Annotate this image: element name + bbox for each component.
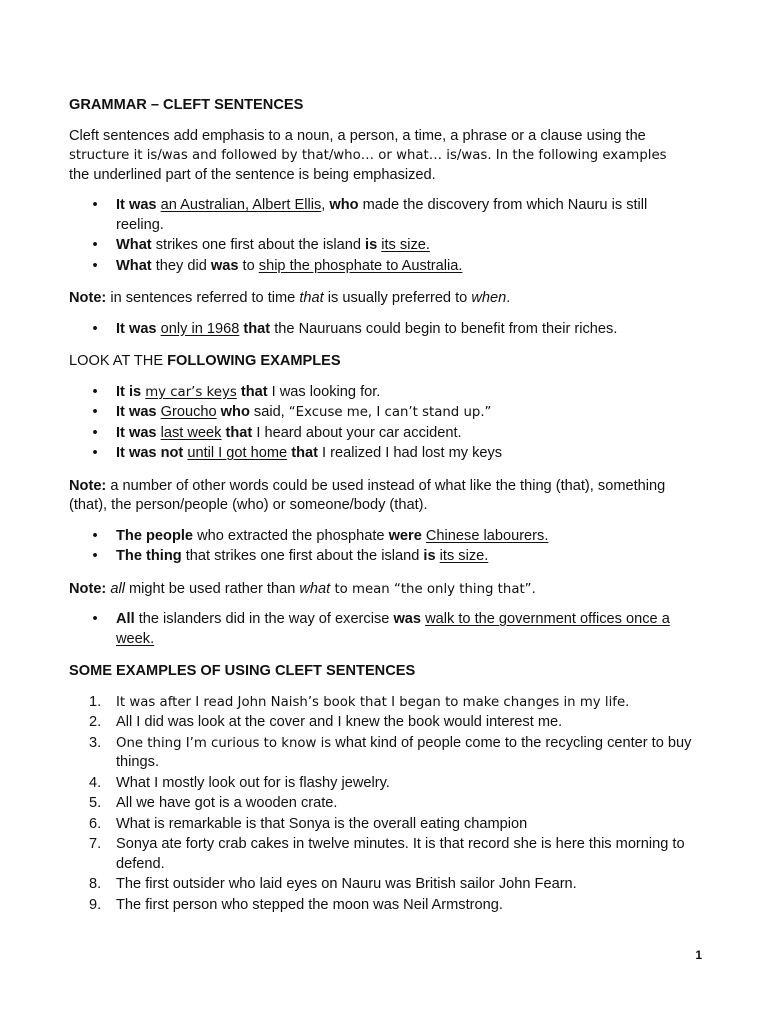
quoted-text: “Excuse me, I can’t stand up.”: [288, 405, 492, 420]
sentence-text: made the discovery from which Nauru is still reeling.: [116, 197, 648, 233]
intro-line-2: structure it is/was and followed by that/who… or what… is/was. In the following examples: [69, 148, 667, 163]
bullet-marker: •: [92, 548, 98, 564]
example-text: What is remarkable is that Sonya is the overall eating champion: [116, 815, 528, 832]
intro-line-1: Cleft sentences add emphasis to a noun, a person, a time, a phrase or a clause using the: [69, 127, 646, 144]
numbered-example: [69, 734, 697, 773]
cleft-sentence-examples-list: [69, 693, 697, 916]
following-example-list: [69, 383, 697, 464]
underlined-focus: its size.: [381, 237, 430, 253]
numbered-example: [69, 815, 697, 835]
underlined-focus: ship the phosphate to Australia.: [258, 257, 463, 274]
sentence-text: I realized I had lost my keys: [317, 445, 503, 461]
emphasis-phrase: The thing: [116, 548, 182, 564]
bullet-marker: •: [92, 404, 98, 420]
emphasis-phrase: It was not: [116, 445, 184, 461]
sentence-text: who extracted the phosphate: [193, 527, 389, 544]
emphasis-phrase: It was: [116, 320, 157, 337]
people-thing-example-list: [69, 527, 697, 567]
underlined-focus: last week: [160, 424, 222, 441]
example-number: 2.: [89, 714, 102, 730]
emphasis-phrase: that: [291, 445, 318, 461]
example-number: 9.: [89, 896, 102, 913]
bullet-marker: •: [92, 445, 98, 461]
sentence-text: I was looking for.: [267, 383, 381, 400]
emphasis-phrase: The people: [116, 527, 194, 544]
emphasis-phrase: It was: [116, 424, 157, 441]
underlined-focus: Chinese labourers.: [425, 527, 549, 544]
note-label: Note:: [69, 290, 107, 306]
heading-text: LOOK AT THE: [69, 353, 168, 369]
underlined-focus: walk to the government offices once a week.: [116, 611, 670, 647]
italic-word: that: [299, 290, 324, 306]
list-item: [69, 610, 697, 649]
underlined-focus: until I got home: [187, 445, 288, 461]
note-text: .: [506, 290, 511, 306]
underlined-focus: an Australian, Albert Ellis: [160, 197, 322, 213]
example-number: 5.: [89, 795, 102, 811]
example-text: The first outsider who laid eyes on Nauru was British sailor John Fearn.: [116, 876, 577, 892]
note-label: Note:: [69, 580, 107, 597]
note-text: is usually preferred to: [323, 290, 472, 306]
example-alt-text: It was after I read John Naish’s book that I began to make changes in my life.: [116, 694, 630, 710]
note-time-paragraph: [69, 289, 697, 309]
emphasis-phrase: It was: [116, 404, 157, 420]
numbered-example: [69, 713, 697, 733]
list-item: [69, 403, 697, 423]
note-label: Note:: [69, 477, 107, 494]
sentence-text: ,: [321, 197, 330, 213]
example-text: What I mostly look out for is flashy jewelry.: [116, 774, 390, 791]
list-item: [69, 444, 697, 464]
list-item: [69, 236, 697, 256]
bullet-marker: •: [92, 527, 98, 544]
heading-bold-text: FOLLOWING EXAMPLES: [167, 353, 341, 369]
bullet-marker: •: [92, 424, 98, 441]
sentence-text: the Nauruans could begin to benefit from their riches.: [270, 320, 618, 337]
underlined-focus: Groucho: [160, 404, 217, 420]
examples-heading: SOME EXAMPLES OF USING CLEFT SENTENCES: [69, 663, 416, 679]
sentence-text: that strikes one first about the island: [181, 548, 424, 564]
time-example-list: [69, 320, 697, 340]
emphasis-phrase: It was: [116, 197, 157, 213]
emphasis-phrase: who: [329, 197, 359, 213]
italic-word: all: [110, 580, 125, 597]
italic-word: what: [299, 580, 331, 597]
sentence-text: said,: [249, 404, 289, 420]
sentence-text: I heard about your car accident.: [252, 424, 462, 441]
numbered-example: [69, 896, 697, 916]
list-item: [69, 257, 697, 277]
note-words-paragraph: [69, 477, 697, 516]
sentence-text: they did: [151, 257, 211, 274]
document-content: [69, 96, 697, 928]
emphasis-phrase: was: [393, 611, 422, 627]
example-number: 6.: [89, 815, 102, 832]
emphasis-phrase: that: [240, 383, 268, 400]
quoted-text: to mean “the only thing that”.: [330, 581, 536, 597]
bullet-marker: •: [92, 237, 98, 253]
sentence-text: the islanders did in the way of exercise: [134, 611, 394, 627]
list-item: [69, 547, 697, 567]
bullet-marker: •: [92, 320, 98, 337]
list-item: [69, 320, 697, 340]
bullet-marker: •: [92, 197, 98, 213]
list-item: [69, 383, 697, 403]
emphasis-phrase: is: [423, 548, 436, 564]
page-number: 1: [695, 948, 702, 962]
intro-paragraph: [69, 127, 697, 186]
emphasis-phrase: that: [243, 320, 271, 337]
list-item: [69, 527, 697, 547]
numbered-example: [69, 794, 697, 814]
emphasis-phrase: were: [388, 527, 422, 544]
example-text: Sonya ate forty crab cakes in twelve minutes. It is that record she is here this morning to defend.: [116, 836, 685, 872]
numbered-example: [69, 693, 697, 713]
bullet-marker: •: [92, 383, 98, 400]
intro-line-3: the underlined part of the sentence is being emphasized.: [69, 166, 436, 183]
list-item: [69, 196, 697, 235]
cleft-example-list: [69, 196, 697, 276]
emphasis-phrase: It is: [116, 383, 142, 400]
sentence-text: strikes one first about the island: [151, 237, 366, 253]
example-number: 3.: [89, 734, 102, 751]
note-all-paragraph: [69, 580, 697, 600]
example-alt-text: One thing I’m curious to know is: [116, 735, 332, 751]
document-title: GRAMMAR – CLEFT SENTENCES: [69, 97, 304, 113]
emphasis-phrase: is: [365, 237, 378, 253]
emphasis-phrase: What: [116, 257, 152, 274]
emphasis-phrase: What: [116, 237, 152, 253]
bullet-marker: •: [92, 257, 98, 274]
emphasis-phrase: that: [225, 424, 253, 441]
all-example-list: [69, 610, 697, 649]
emphasis-phrase: who: [220, 404, 250, 420]
example-number: 8.: [89, 876, 102, 892]
following-examples-heading: [69, 352, 697, 372]
example-text: what kind of people come to the recycling center to buy things.: [116, 734, 692, 770]
example-number: 4.: [89, 774, 102, 791]
numbered-example: [69, 875, 697, 895]
sentence-text: to: [238, 257, 259, 274]
underlined-focus: my car’s keys: [145, 384, 237, 400]
example-text: All we have got is a wooden crate.: [116, 795, 338, 811]
emphasis-phrase: All: [116, 611, 135, 627]
underlined-focus: only in 1968: [160, 320, 240, 337]
note-text: in sentences referred to time: [106, 290, 300, 306]
example-number: 7.: [89, 836, 102, 852]
italic-word: when: [471, 290, 507, 306]
numbered-example: [69, 774, 697, 794]
example-text: The first person who stepped the moon was Neil Armstrong.: [116, 896, 503, 913]
bullet-marker: •: [92, 611, 98, 627]
emphasis-phrase: was: [210, 257, 239, 274]
list-item: [69, 424, 697, 444]
numbered-example: [69, 835, 697, 874]
note-text: might be used rather than: [124, 580, 300, 597]
note-text: a number of other words could be used instead of what like the thing (that), something (that), the person/people (who) or someone/body (that).: [69, 477, 666, 513]
underlined-focus: its size.: [439, 548, 489, 564]
example-text: All I did was look at the cover and I knew the book would interest me.: [116, 714, 563, 730]
example-number: 1.: [89, 693, 102, 710]
